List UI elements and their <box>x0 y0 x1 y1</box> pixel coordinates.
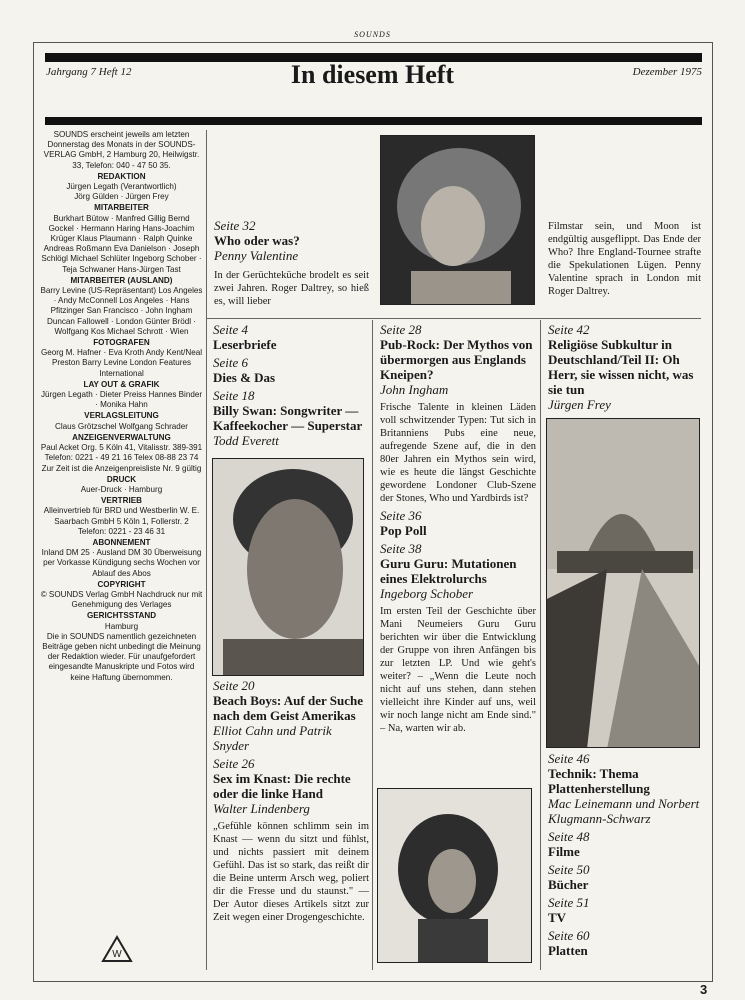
who-article <box>214 218 369 308</box>
imprint-text: Burkhart Bütow · Manfred Gillig Bernd Gockel · Hermann Haring Hans-Joachim Krüger Klaus Plaumann · Ralph Quinke Andreas Roßmann Eva Danielson · Joseph Schlögl Michael Schlüter Ingeborg Schober · Teja Schwaner Hans-Jürgen Tast <box>41 213 202 274</box>
article-body: „Gefühle können schlimm sein im Knast — wenn du sitzt und fühlst, und nichts passiert mit deinem Gefühl. Das ist so stark, das reißt dir die Beine unterm Arsch weg, poliert dir die Fresse und du staunst." — Der Autor dieses Artikels sitzt zur Zeit wegen einer Drogengeschichte. <box>213 821 369 923</box>
page-ref: Seite 28 <box>380 322 422 337</box>
article-author: Jürgen Frey <box>548 397 611 412</box>
article-body: In der Gerüchteküche brodelt es seit zwei Jahren. Roger Daltrey, so hieß es, will lieber <box>214 270 369 307</box>
imprint-text: SOUNDS erscheint jeweils am letzten Donnerstag des Monats in der SOUNDS-VERLAG GmbH, 2 Hamburg 20, Heilwigstr. 33, Telefon: 040 - 47 50 35. <box>43 130 200 170</box>
imprint-heading: REDAKTION <box>97 171 146 181</box>
contents-entry <box>548 322 703 412</box>
imprint-text: © SOUNDS Verlag GmbH Nachdruck nur mit Genehmigung des Verlages <box>40 589 203 610</box>
article-title: TV <box>548 910 567 925</box>
contents-entry <box>548 928 703 958</box>
imprint <box>40 130 203 683</box>
page-ref: Seite 36 <box>380 508 422 523</box>
article-author: Walter Lindenberg <box>213 801 310 816</box>
article-author: Penny Valentine <box>214 248 299 263</box>
article-title: Platten <box>548 943 588 958</box>
contents-column-2 <box>380 322 536 738</box>
imprint-heading: VERLAGSLEITUNG <box>84 411 159 421</box>
imprint-heading: VERTRIEB <box>101 496 142 506</box>
billy-swan-photo <box>212 458 364 676</box>
page-ref: Seite 32 <box>214 218 256 233</box>
imprint-text: Jürgen Legath (Verantwortlich) <box>66 182 177 192</box>
column-divider <box>540 320 541 970</box>
article-title: Who oder was? <box>214 233 300 248</box>
article-title: Bücher <box>548 877 589 892</box>
page-ref: Seite 50 <box>548 862 590 877</box>
row-divider <box>206 318 701 319</box>
guru-guru-photo <box>377 788 532 963</box>
imprint-heading: ANZEIGENVERWALTUNG <box>72 432 171 442</box>
column-divider <box>372 320 373 970</box>
page-ref: Seite 51 <box>548 895 590 910</box>
imprint-text: Inland DM 25 · Ausland DM 30 Überweisung per Vorkasse Kündigung sechs Wochen vor Ablauf des Abos <box>41 548 202 578</box>
contents-column-1 <box>213 322 369 451</box>
article-title: Beach Boys: Auf der Suche nach dem Geist Amerikas <box>213 693 363 723</box>
article-title: Religiöse Subkultur in Deutschland/Teil II: Oh Herr, sie wissen nicht, was sie tun <box>548 337 694 397</box>
contents-column-3 <box>548 322 703 415</box>
contents-entry <box>380 322 536 505</box>
header-rule <box>45 117 702 125</box>
contents-entry <box>548 862 703 892</box>
imprint-heading: COPYRIGHT <box>97 579 146 589</box>
page-ref: Seite 18 <box>213 388 255 403</box>
imprint-heading: MITARBEITER (AUSLAND) <box>70 275 173 285</box>
imprint-text: Barry Levine (US-Repräsentant) Los Angeles · Andy McConnell Los Angeles · Hans Pfitzinger San Francisco · John Ingham Duncan Fallowell · London Günter Brödl · Wolfgang Kos Michael Schrott · Wien <box>40 286 203 336</box>
page-ref: Seite 38 <box>380 541 422 556</box>
imprint-text: Alleinvertrieb für BRD und Westberlin W. E. Saarbach GmbH 5 Köln 1, Follerstr. 2 Telefon: 0221 - 23 46 31 <box>43 506 200 536</box>
article-author: John Ingham <box>380 382 449 397</box>
page-title: In diesem Heft <box>290 60 455 89</box>
article-title: Sex im Knast: Die rechte oder die linke Hand <box>213 771 351 801</box>
imprint-text: Paul Acket Org. 5 Köln 41, Vitalisstr. 389-391 Telefon: 0221 - 49 21 16 Telex 08-88 23 74 Zur Zeit ist die Anzeigenpreisliste Nr. 9 gültig <box>40 443 203 473</box>
contents-entry <box>213 756 369 924</box>
article-title: Pub-Rock: Der Mythos von übermorgen aus Englands Kneipen? <box>380 337 533 382</box>
article-author: Todd Everett <box>213 433 279 448</box>
imprint-text: Auer-Druck · Hamburg <box>80 484 163 494</box>
publisher-logo-icon <box>101 935 133 968</box>
contents-entry <box>548 751 703 826</box>
date-label: Dezember 1975 <box>632 66 702 78</box>
article-title: Leserbriefe <box>213 337 277 352</box>
article-title: Billy Swan: Songwriter — Kaffeekocher — Superstar <box>213 403 363 433</box>
article-title: Pop Poll <box>380 523 427 538</box>
imprint-heading: DRUCK <box>106 474 137 484</box>
column-divider <box>206 130 207 970</box>
article-title: Guru Guru: Mutationen eines Elektrolurchs <box>380 556 517 586</box>
running-head: SOUNDS <box>354 30 391 39</box>
article-title: Dies & Das <box>213 370 276 385</box>
contents-column-3-lower <box>548 751 703 961</box>
svg-text:W: W <box>112 949 122 960</box>
contents-entry <box>213 322 369 352</box>
who-article-continued: Filmstar sein, und Moon ist endgültig ausgeflippt. Das Ende der Who? Ihre England-Tournee strafte die Spekulationen Lügen. Penny Valentine sprach in London mit Roger Daltrey. <box>548 221 701 297</box>
imprint-heading: MITARBEITER <box>94 203 149 213</box>
contents-entry <box>380 508 536 538</box>
page-ref: Seite 42 <box>548 322 590 337</box>
page-ref: Seite 4 <box>213 322 249 337</box>
article-author: Ingeborg Schober <box>380 586 474 601</box>
imprint-text: Georg M. Hafner · Eva Kroth Andy Kent/Neal Preston Barry Levine London Features International <box>40 348 203 378</box>
article-body: Frische Talente in kleinen Läden voll schwitzender Typen: Tut sich in Britanniens Pubs eine neue, aufregende Szene auf, die in den 80er Jahren ein Mythos sein wird, wie es heute die längst Geschichte gewordene Londoner Club-Szene der Stones, Who und Yardbirds ist? <box>380 402 536 504</box>
contents-entry <box>548 829 703 859</box>
article-author: Mac Leinemann und Norbert Klugmann-Schwarz <box>548 796 700 826</box>
imprint-text: Jürgen Legath · Dieter Preiss Hannes Binder · Monika Hahn <box>40 390 203 410</box>
article-author: Elliot Cahn und Patrik Snyder <box>213 723 332 753</box>
imprint-heading: LAY OUT & GRAFIK <box>83 379 160 389</box>
issue-label: Jahrgang 7 Heft 12 <box>46 66 132 78</box>
imprint-text: Claus Grötzschel Wolfgang Schrader <box>54 421 188 431</box>
imprint-heading: FOTOGRAFEN <box>93 338 150 348</box>
page-ref: Seite 6 <box>213 355 249 370</box>
imprint-heading: ABONNEMENT <box>92 537 151 547</box>
page-ref: Seite 48 <box>548 829 590 844</box>
temple-photo <box>546 418 700 748</box>
contents-entry <box>548 895 703 925</box>
article-body: Im ersten Teil der Geschichte über Mani Neumeiers Guru Guru berichten wir über die Entwicklung der Gruppe von ihren Anfängen bis zur letzten LP. Und wie geht's weiter? – „Wenn die Leute noch nicht auf uns stehen, dann stehen vielleicht ihre Kinder auf uns, weil wir noch lange nicht am Ende sind." – Na, warten wir ab. <box>380 606 536 734</box>
contents-entry <box>380 541 536 735</box>
contents-entry <box>213 388 369 448</box>
page-ref: Seite 20 <box>213 678 255 693</box>
contents-entry <box>213 355 369 385</box>
page-ref: Seite 60 <box>548 928 590 943</box>
imprint-text: Die in SOUNDS namentlich gezeichneten Beiträge geben nicht unbedingt die Meinung der Redaktion wieder. Für unaufgefordert eingesandte Manuskripte und Fotos wird keine Haftung übernommen. <box>42 631 201 682</box>
contents-column-1-lower <box>213 678 369 927</box>
article-title: Filme <box>548 844 580 859</box>
page-number: 3 <box>700 982 708 997</box>
page-ref: Seite 26 <box>213 756 255 771</box>
daltrey-photo <box>380 135 535 305</box>
imprint-text: Jörg Gülden · Jürgen Frey <box>74 192 169 202</box>
imprint-text: Hamburg <box>104 621 139 631</box>
imprint-heading: GERICHTSSTAND <box>86 611 157 621</box>
page-ref: Seite 46 <box>548 751 590 766</box>
article-title: Technik: Thema Plattenherstellung <box>548 766 650 796</box>
contents-entry <box>213 678 369 753</box>
